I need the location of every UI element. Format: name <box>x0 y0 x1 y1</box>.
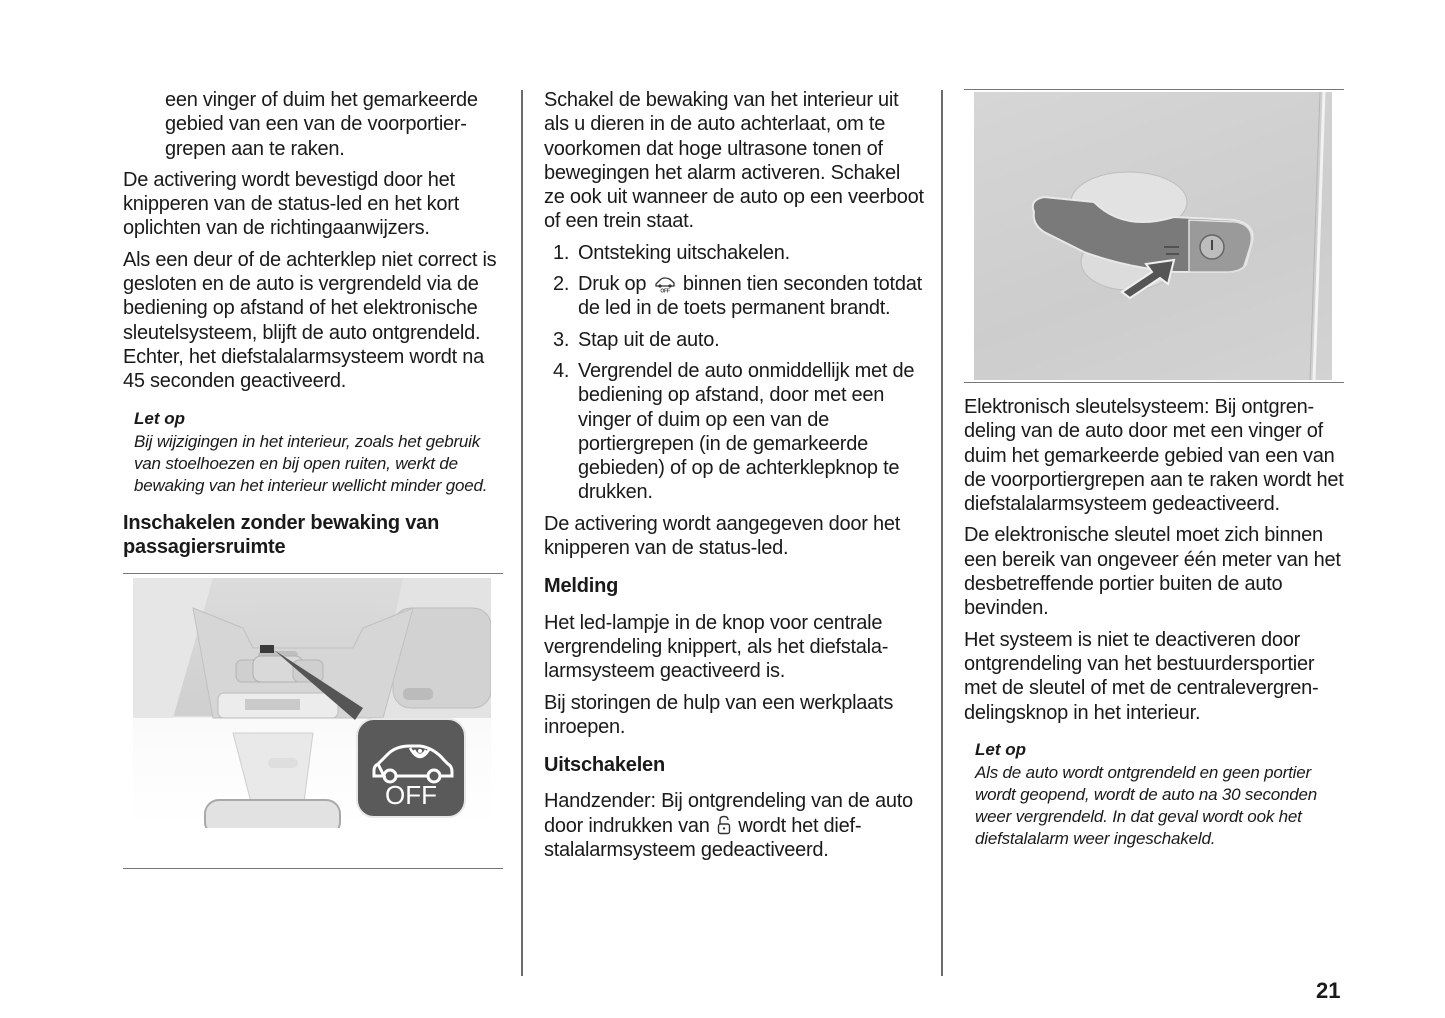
figure-door-handle <box>964 89 1344 383</box>
step-number: 4. <box>553 359 570 382</box>
steps-list <box>544 241 924 505</box>
paragraph-electronic-key-system: Elektronisch sleutelsysteem: Bij ontgrendeling van de auto door met een vinger of duim het gemarkeerde gebied van een van de voorportiergrepen aan te raken wordt het diefstalalarmsysteem gedeactiveerd. <box>964 396 1344 516</box>
column-divider-right <box>941 90 943 976</box>
step-text: binnen tien seconden totdat de led in de toets permanent brandt. <box>578 273 922 320</box>
paragraph-key-range: De elektronische sleutel moet zich binnen een bereik van ongeveer één meter van het desbetreffende portier buiten de auto bevinden. <box>964 524 1341 620</box>
paragraph-led-blinks: Het led-lampje in de knop voor centrale vergrendeling knippert, als het diefstalalarmsysteem geactiveerd is. <box>544 611 889 683</box>
paragraph-continued-step: een vinger of duim het gemarkeerde gebied van een van de voorportiergrepen aan te raken. <box>165 89 478 160</box>
note-text: Als de auto wordt ontgrendeld en geen portier wordt geopend, wordt de auto na 30 seconden weer vergrendeld. In dat geval wordt ook het diefstalalarm weer ingeschakeld. <box>975 762 1318 848</box>
callout-off-button <box>356 718 466 818</box>
step-text: Vergrendel de auto onmiddellijk met de bediening op afstand, door met een vinger of duim op een van de portiergrepen (in de gemarkeerde gebieden) of op de achterklepknop te drukken. <box>578 359 915 504</box>
section-heading-enable-without-monitoring: Inschakelen zonder bewaking van passagiersruimte <box>123 511 440 558</box>
step-number: 1. <box>553 241 570 264</box>
interior-monitoring-off-icon <box>654 275 676 293</box>
step-text: Ontsteking uitschakelen. <box>578 241 790 264</box>
figure-overhead-console <box>123 573 503 869</box>
step-item <box>544 328 924 352</box>
step-item <box>544 359 924 505</box>
paragraph-door-not-closed: Als een deur of de achterklep niet correct is gesloten en de auto is vergrendeld via de bediening op afstand of het elektronische sleutelsysteem, blijft de auto ontgrendeld. Echter, het diefstalalarmsysteem wordt na 45 seconden geactiveerd. <box>123 248 497 393</box>
step-number: 3. <box>553 328 570 351</box>
paragraph-intro-disable-monitoring: Schakel de bewaking van het interieur uit als u dieren in de auto achterlaat, om te voorkomen dat hoge ultrasone tonen of bewegingen het alarm activeren. Schakel ze ook uit wanneer de auto op een veerboot of een trein staat. <box>544 89 924 233</box>
handzender-text-before: Handzender: Bij ontgrendeling van de auto door indrukken van <box>544 790 913 837</box>
note-title: Let op <box>975 739 1026 759</box>
step-number: 2. <box>553 273 570 296</box>
unlock-icon <box>717 815 731 835</box>
page-number: 21 <box>1316 978 1341 1003</box>
step-text: Druk op <box>578 273 647 296</box>
overhead-console-illustration <box>133 578 491 828</box>
column-left <box>123 88 503 869</box>
section-heading-melding: Melding <box>544 575 619 598</box>
paragraph-activation-confirmation: De activering wordt bevestigd door het knipperen van de status-led en het kort oplichten van de richtingaanwijzers. <box>123 168 460 240</box>
step-item <box>544 241 924 265</box>
handzender-text-after: wordt het diefstalalarmsysteem gedeactiveerd. <box>544 814 862 862</box>
column-middle <box>544 88 924 869</box>
door-handle-drawing <box>974 92 1332 380</box>
paragraph-faults-workshop: Bij storingen de hulp van een werkplaats inroepen. <box>544 691 894 738</box>
column-right <box>964 88 1344 862</box>
paragraph-handzender <box>544 789 924 862</box>
note-text: Bij wijzigingen in het interieur, zoals het gebruik van stoelhoezen en bij open ruiten, werkt de bewaking van het interieur wellicht minder goed. <box>134 431 488 495</box>
callout-off-label: OFF <box>385 780 437 811</box>
door-handle-illustration <box>974 92 1332 380</box>
paragraph-activation-indicated: De activering wordt aangegeven door het knipperen van de status-led. <box>544 512 901 560</box>
step-text: Stap uit de auto. <box>578 328 720 351</box>
section-heading-uitschakelen: Uitschakelen <box>544 754 665 777</box>
step-item <box>544 272 924 321</box>
paragraph-cannot-deactivate: Het systeem is niet te deactiveren door ontgrendeling van het bestuurdersportier met de sleutel of met de centralevergrendelingsknop in het interieur. <box>964 628 1319 724</box>
column-divider-left <box>521 90 523 976</box>
svg-text:OFF: OFF <box>659 288 670 294</box>
note-title: Let op <box>134 408 185 428</box>
